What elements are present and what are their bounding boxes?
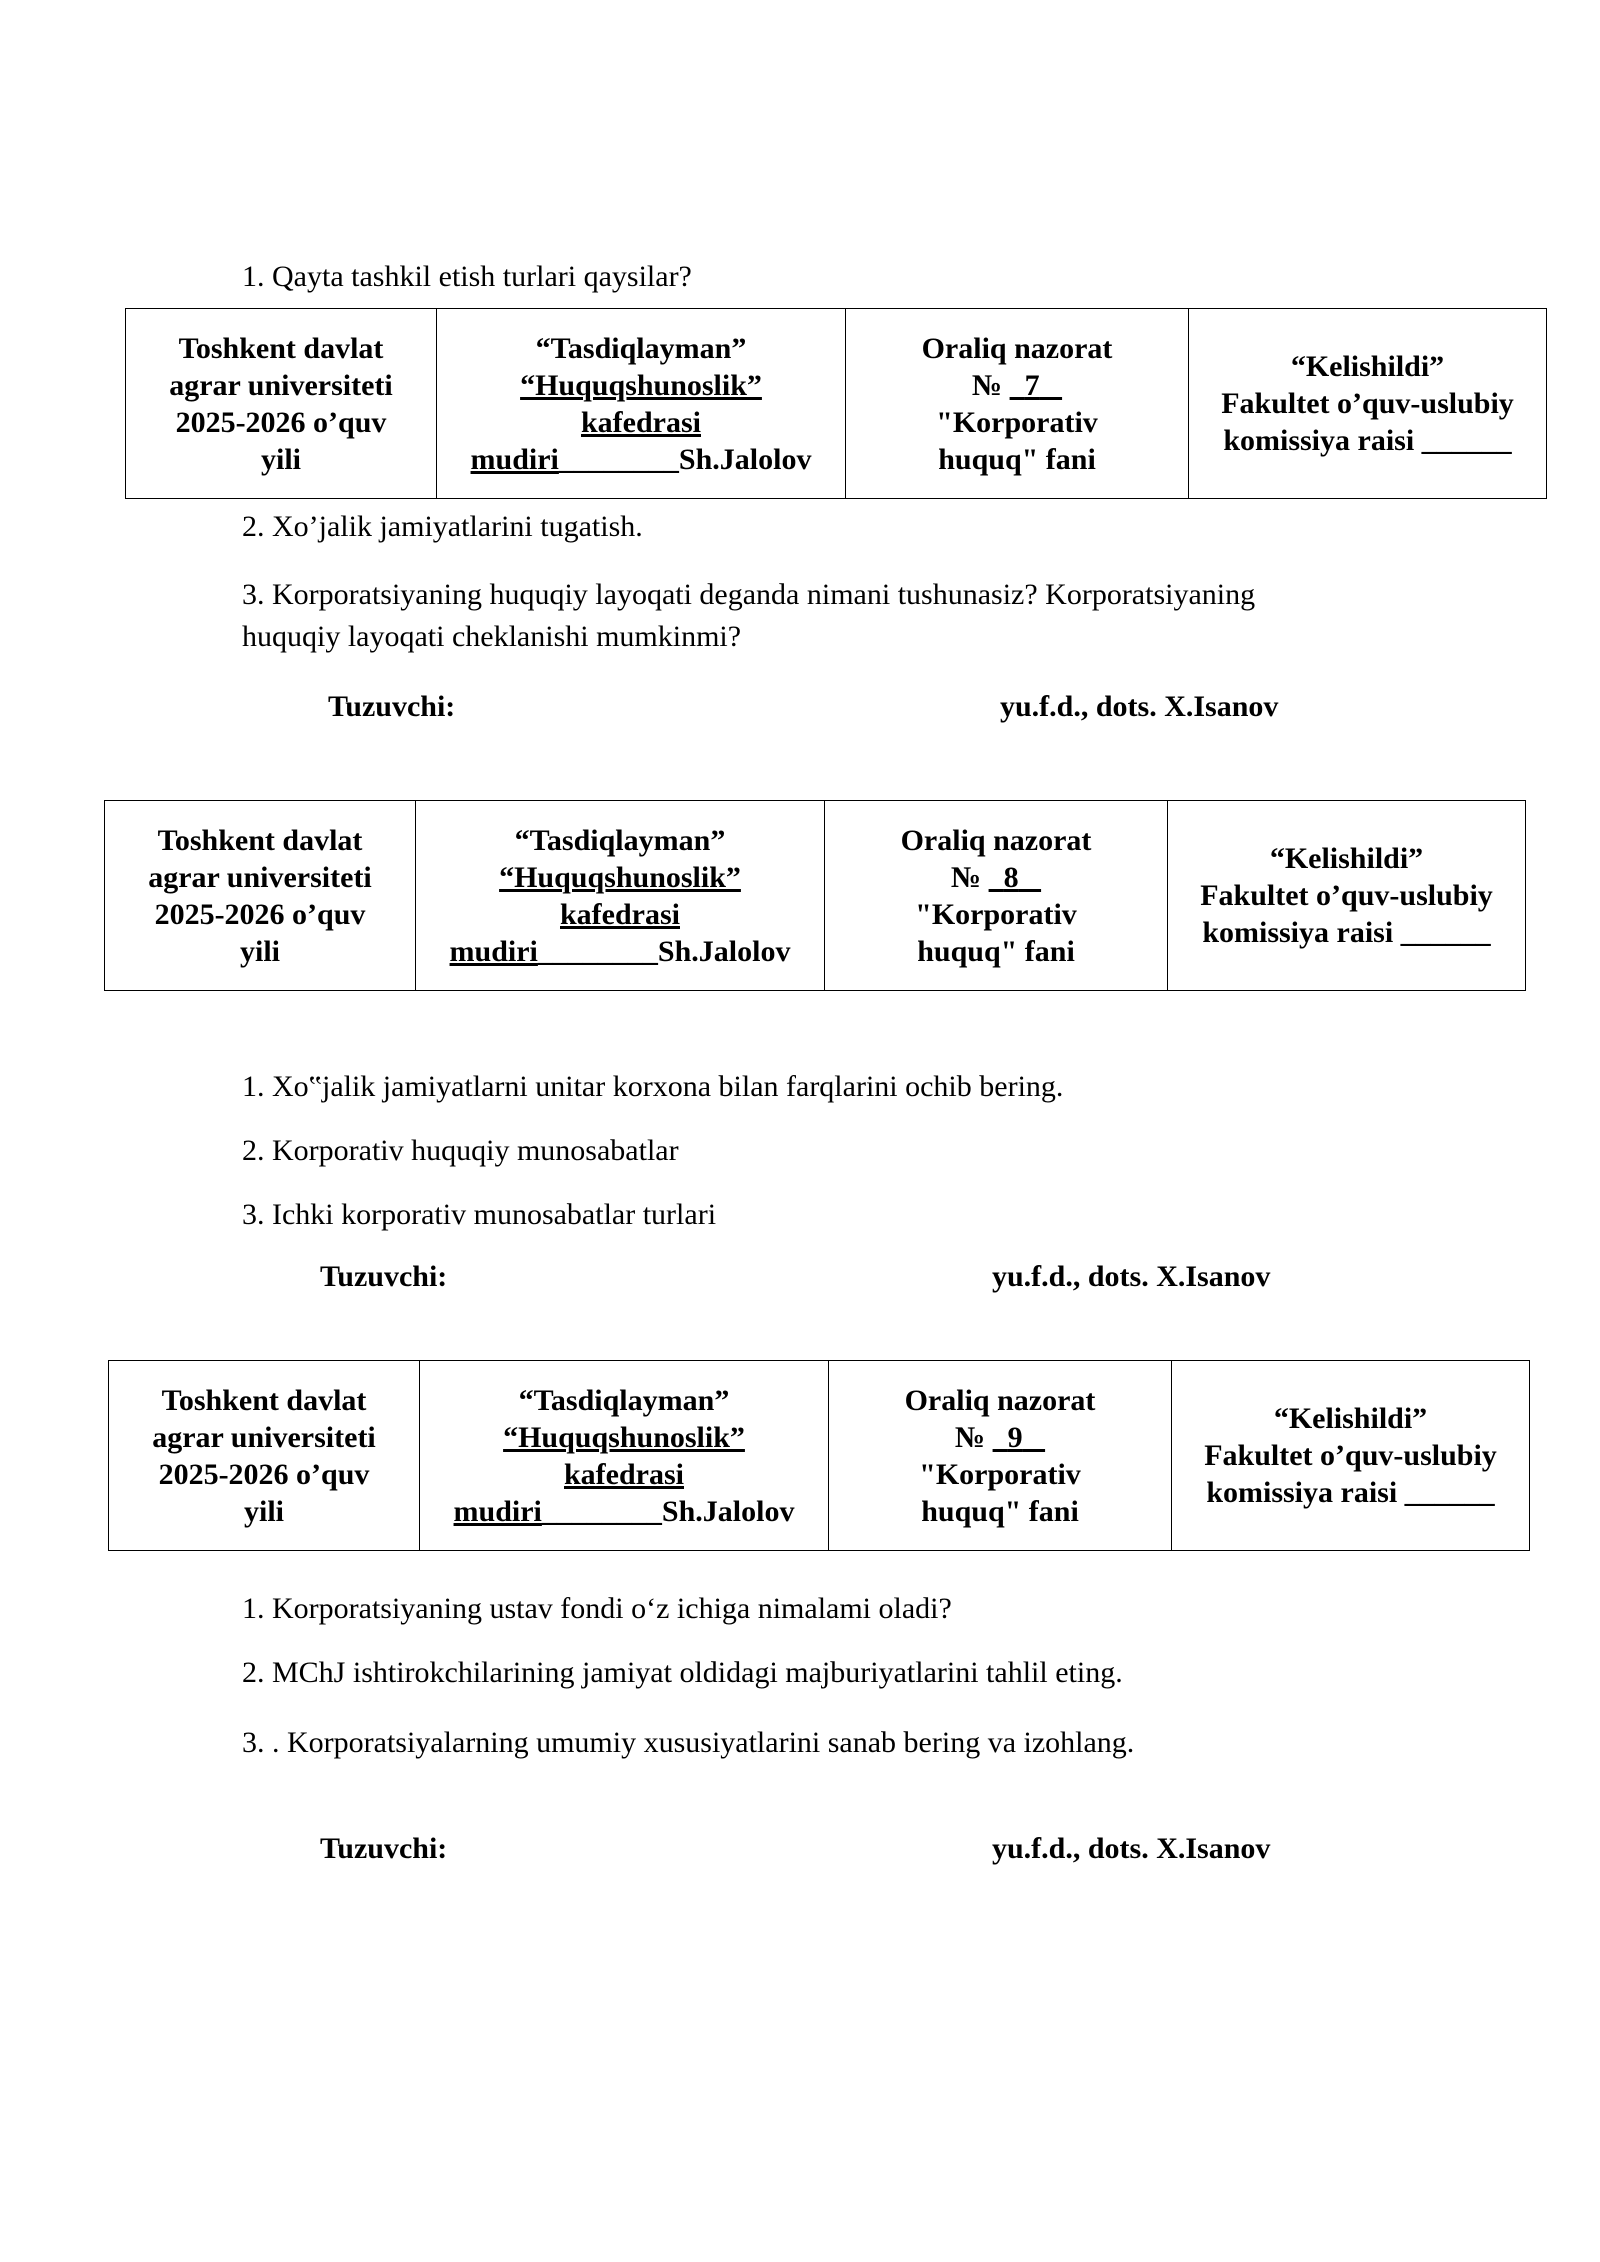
question-2: 2. MChJ ishtirokchilarining jamiyat oldidagi majburiyatlarini tahlil eting.	[242, 1656, 1123, 1689]
question-1: 1. Xo‟jalik jamiyatlarni unitar korxona bilan farqlarini ochib bering.	[242, 1070, 1064, 1103]
head-label: mudiri	[470, 442, 559, 476]
question-3: 3. . Korporatsiyalarning umumiy xususiyatlarini sanab bering va izohlang.	[242, 1726, 1135, 1759]
agreed-faculty: Fakultet o’quv-uslubiy	[1204, 1439, 1497, 1472]
question-1: 1. Korporatsiyaning ustav fondi o‘z ichiga nimalami oladi?	[242, 1592, 952, 1625]
university-line: Toshkent davlat	[178, 331, 384, 365]
control-cell	[829, 1361, 1172, 1551]
variant-number: 8	[1003, 860, 1019, 894]
number-label: №	[954, 1420, 986, 1454]
agreed-title: “Kelishildi”	[1269, 842, 1424, 875]
question-3: 3. Ichki korporativ munosabatlar turlari	[242, 1198, 717, 1231]
agreed-cell	[1168, 801, 1526, 991]
variant-number: 7	[1024, 368, 1040, 402]
subject-line: "Korporativ	[915, 897, 1077, 931]
university-line: Toshkent davlat	[157, 823, 363, 857]
author-name: yu.f.d., dots. X.Isanov	[992, 1832, 1271, 1865]
question-2: 2. Xo’jalik jamiyatlarini tugatish.	[242, 510, 643, 543]
author-label: Tuzuvchi:	[320, 1832, 448, 1865]
agreed-title: “Kelishildi”	[1290, 350, 1445, 383]
kafedra-label: kafedrasi	[564, 1457, 684, 1491]
number-label: №	[971, 368, 1003, 402]
header-table	[104, 800, 1526, 991]
header-table	[108, 1360, 1530, 1551]
approval-cell	[437, 309, 846, 499]
department-name: “Huquqshunoslik”	[499, 860, 741, 894]
subject-line: huquq" fani	[938, 442, 1096, 476]
variant-number: 9	[1007, 1420, 1023, 1454]
author-label: Tuzuvchi:	[320, 1260, 448, 1293]
agreed-faculty: Fakultet o’quv-uslubiy	[1221, 387, 1514, 420]
department-name: “Huquqshunoslik”	[520, 368, 762, 402]
agreed-title: “Kelishildi”	[1273, 1402, 1428, 1435]
question-3-line: huquqiy layoqati cheklanishi mumkinmi?	[242, 620, 742, 653]
control-title: Oraliq nazorat	[921, 331, 1113, 365]
agreed-chair: komissiya raisi ______	[1202, 916, 1491, 949]
control-title: Oraliq nazorat	[900, 823, 1092, 857]
control-cell	[825, 801, 1168, 991]
subject-line: "Korporativ	[936, 405, 1098, 439]
signature-blank: ________	[541, 1494, 662, 1528]
academic-year: 2025-2026 o’quv	[158, 1457, 370, 1491]
university-cell	[105, 801, 416, 991]
number-label: №	[950, 860, 982, 894]
university-line: yili	[243, 1494, 284, 1528]
head-name: Sh.Jalolov	[678, 442, 812, 476]
head-name: Sh.Jalolov	[657, 934, 791, 968]
subject-line: "Korporativ	[919, 1457, 1081, 1491]
kafedra-label: kafedrasi	[581, 405, 701, 439]
head-label: mudiri	[449, 934, 538, 968]
control-title: Oraliq nazorat	[904, 1383, 1096, 1417]
subject-line: huquq" fani	[921, 1494, 1079, 1528]
agreed-chair: komissiya raisi ______	[1223, 424, 1512, 457]
university-line: yili	[260, 442, 301, 476]
approval-title: “Tasdiqlayman”	[514, 823, 726, 857]
university-line: agrar universiteti	[152, 1420, 376, 1454]
question-1: 1. Qayta tashkil etish turlari qaysilar?	[242, 260, 692, 293]
signature-blank: ________	[558, 442, 679, 476]
agreed-cell	[1172, 1361, 1530, 1551]
university-line: yili	[239, 934, 280, 968]
agreed-cell	[1189, 309, 1547, 499]
approval-title: “Tasdiqlayman”	[518, 1383, 730, 1417]
author-name: yu.f.d., dots. X.Isanov	[992, 1260, 1271, 1293]
approval-title: “Tasdiqlayman”	[535, 331, 747, 365]
question-3-line: 3. Korporatsiyaning huquqiy layoqati deganda nimani tushunasiz? Korporatsiyaning	[242, 578, 1256, 611]
university-line: agrar universiteti	[148, 860, 372, 894]
approval-cell	[420, 1361, 829, 1551]
head-label: mudiri	[453, 1494, 542, 1528]
signature-blank: ________	[537, 934, 658, 968]
agreed-faculty: Fakultet o’quv-uslubiy	[1200, 879, 1493, 912]
author-name: yu.f.d., dots. X.Isanov	[1000, 690, 1279, 723]
kafedra-label: kafedrasi	[560, 897, 680, 931]
university-cell	[109, 1361, 420, 1551]
question-2: 2. Korporativ huquqiy munosabatlar	[242, 1134, 679, 1167]
approval-cell	[416, 801, 825, 991]
academic-year: 2025-2026 o’quv	[154, 897, 366, 931]
head-name: Sh.Jalolov	[661, 1494, 795, 1528]
author-label: Tuzuvchi:	[328, 690, 456, 723]
subject-line: huquq" fani	[917, 934, 1075, 968]
agreed-chair: komissiya raisi ______	[1206, 1476, 1495, 1509]
university-cell	[126, 309, 437, 499]
department-name: “Huquqshunoslik”	[503, 1420, 745, 1454]
header-table	[125, 308, 1547, 499]
control-cell	[846, 309, 1189, 499]
university-line: Toshkent davlat	[161, 1383, 367, 1417]
university-line: agrar universiteti	[169, 368, 393, 402]
academic-year: 2025-2026 o’quv	[175, 405, 387, 439]
